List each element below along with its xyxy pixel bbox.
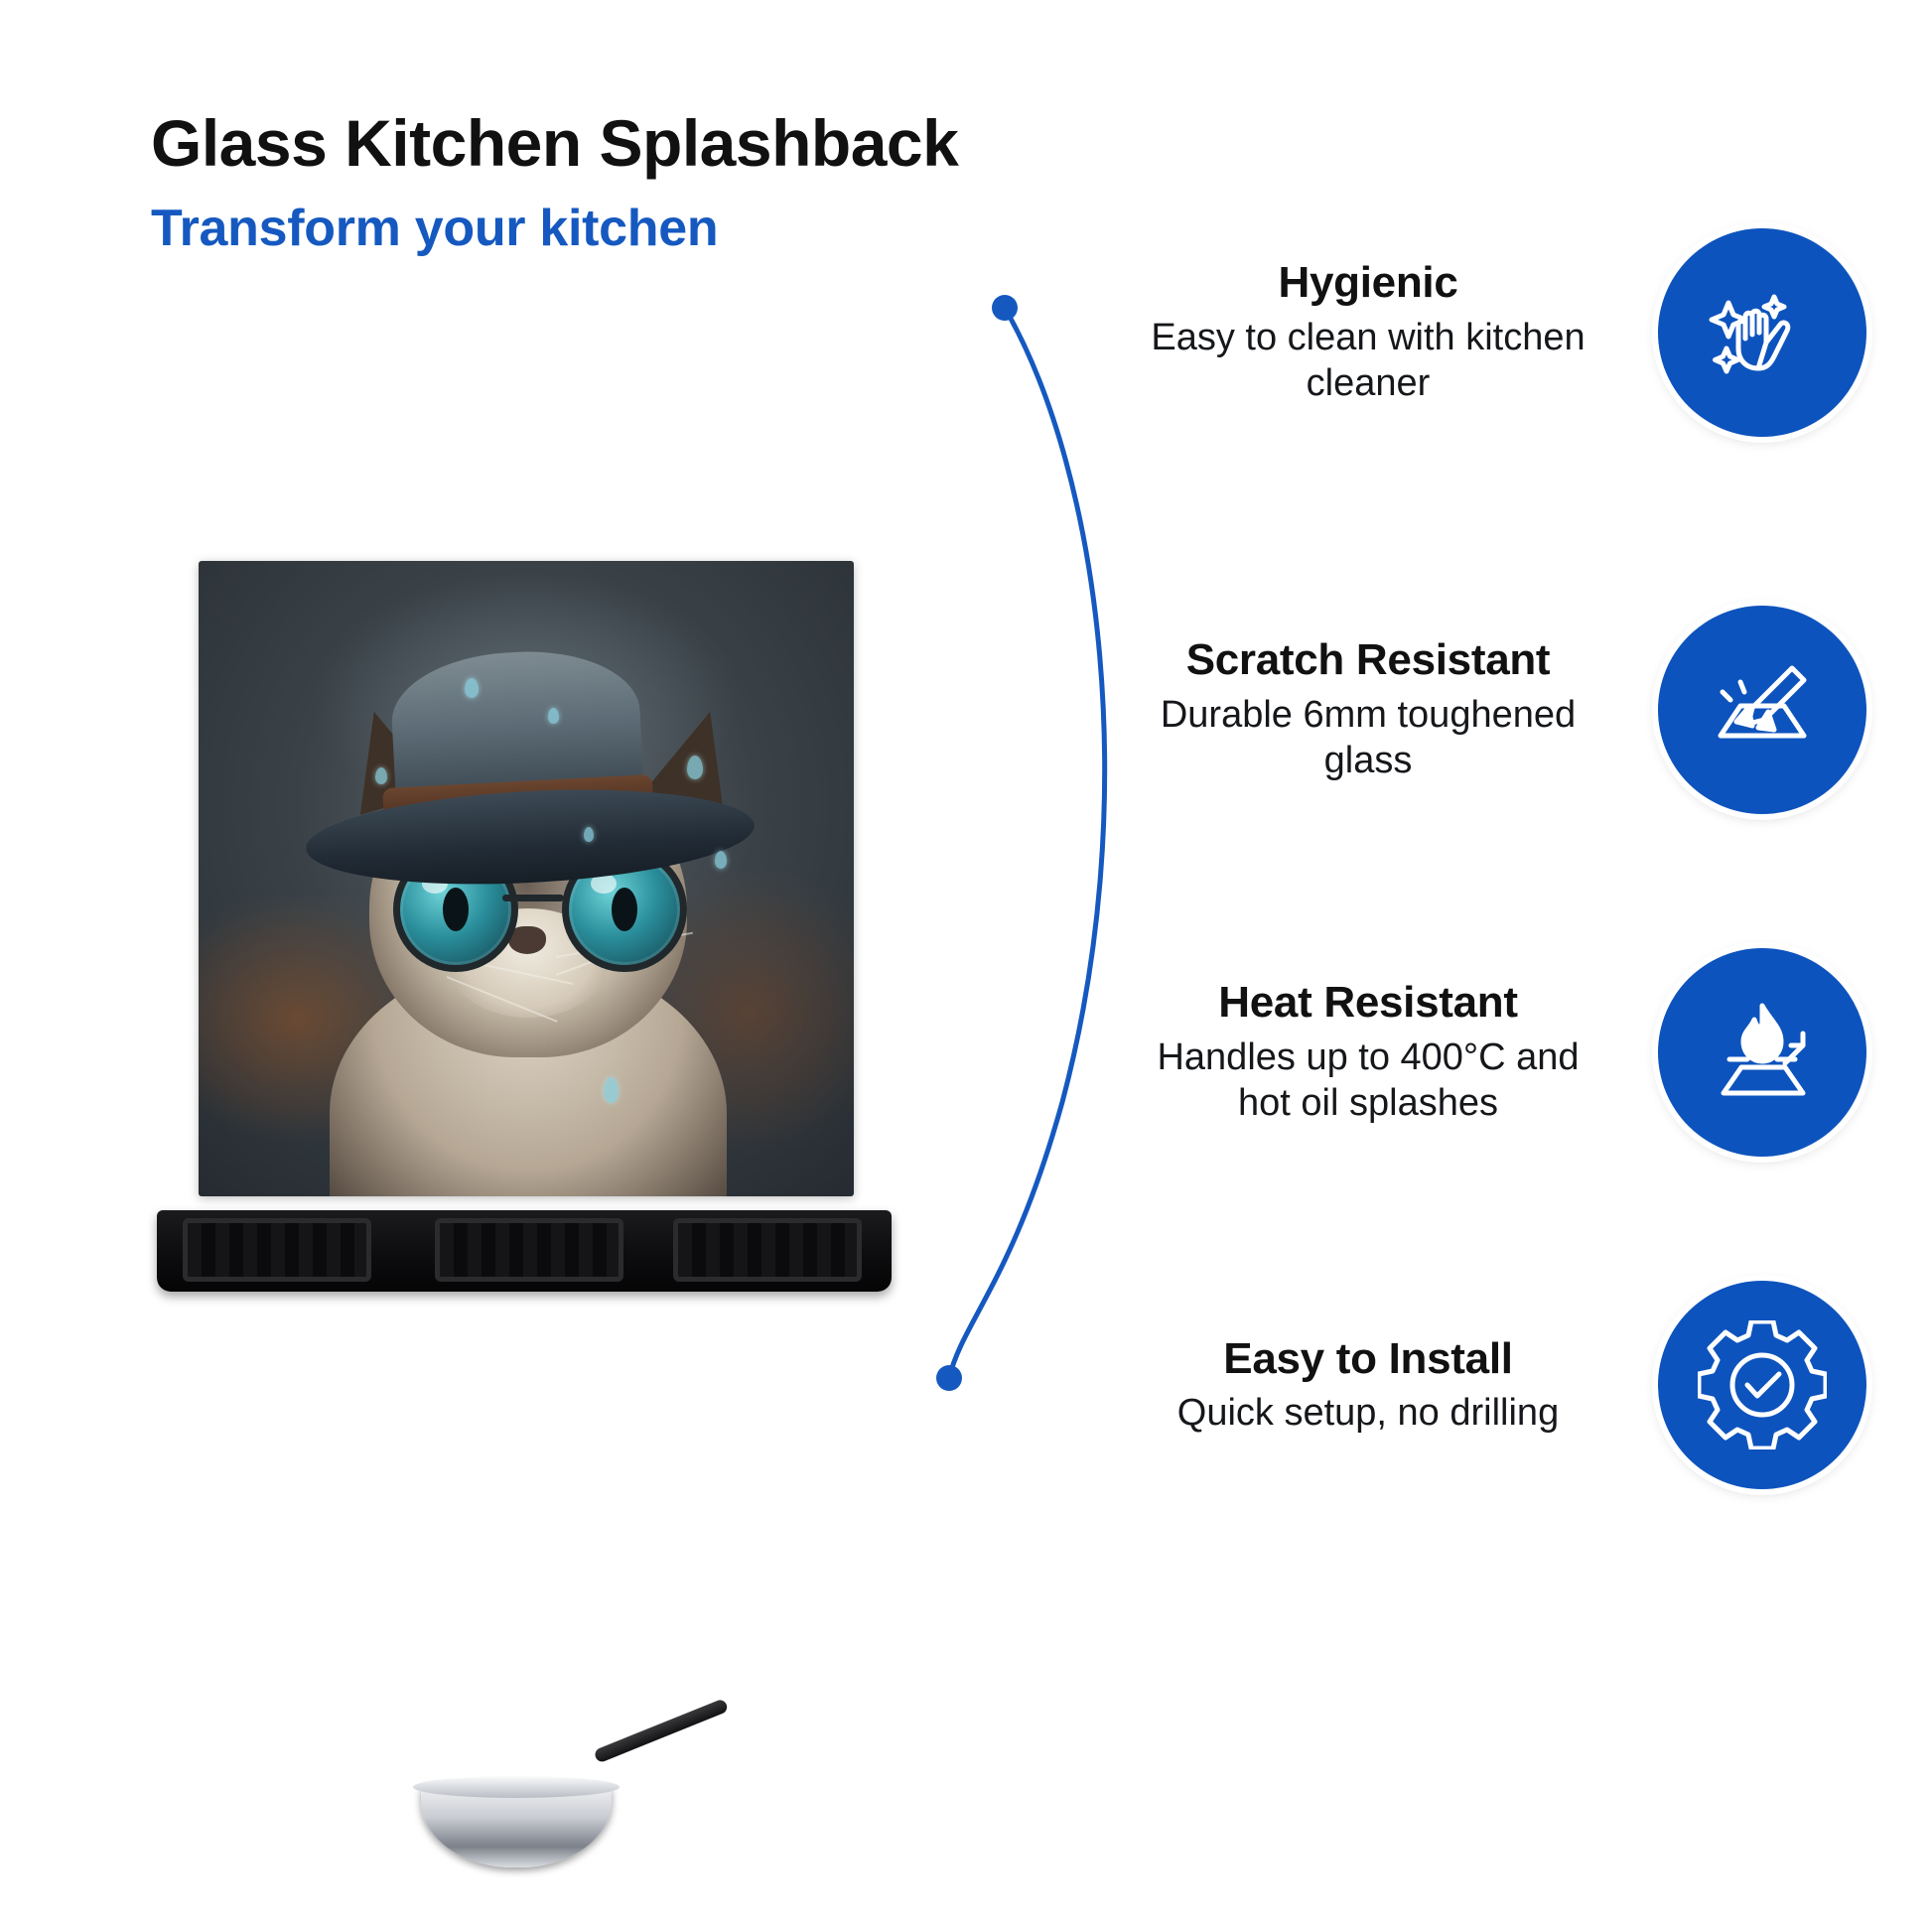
hob-grate xyxy=(435,1218,623,1282)
feature-title: Hygienic xyxy=(1278,258,1458,308)
gas-hob xyxy=(147,1192,901,1311)
cat-pupil xyxy=(612,888,637,931)
water-droplet xyxy=(465,678,479,698)
splashback-glass-panel xyxy=(199,561,854,1196)
water-droplet xyxy=(548,708,559,724)
water-droplet xyxy=(604,1077,619,1103)
feature-text xyxy=(1130,978,1606,1126)
feature-text xyxy=(1130,1334,1606,1437)
feature-description: Handles up to 400°C and hot oil splashes xyxy=(1157,1035,1580,1125)
feature-description: Durable 6mm toughened glass xyxy=(1160,693,1577,782)
glasses-bridge xyxy=(502,895,564,901)
scratch-pen-surface-icon xyxy=(1658,606,1866,814)
feature-scratch-resistant xyxy=(1033,606,1866,814)
feature-heat-resistant xyxy=(1033,948,1866,1157)
feature-easy-to-install xyxy=(1033,1281,1866,1489)
feature-title: Heat Resistant xyxy=(1218,978,1518,1028)
flame-heat-icon xyxy=(1658,948,1866,1157)
feature-hygienic xyxy=(1033,228,1866,437)
cat-pupil xyxy=(443,888,469,931)
product-illustration xyxy=(147,561,901,1315)
hob-surface xyxy=(157,1210,892,1292)
page-subtitle: Transform your kitchen xyxy=(151,199,719,257)
feature-text xyxy=(1130,635,1606,783)
gear-check-icon xyxy=(1658,1281,1866,1489)
hob-grate xyxy=(183,1218,371,1282)
water-droplet xyxy=(715,851,727,869)
feature-title: Scratch Resistant xyxy=(1185,635,1551,685)
feature-description: Easy to clean with kitchen cleaner xyxy=(1151,316,1586,405)
water-droplet xyxy=(584,827,594,842)
sparkle-wipe-hand-icon xyxy=(1658,228,1866,437)
frying-pan-rim xyxy=(413,1776,620,1798)
page-title: Glass Kitchen Splashback xyxy=(151,106,959,180)
feature-description: Quick setup, no drilling xyxy=(1176,1392,1560,1435)
feature-text xyxy=(1130,258,1606,406)
water-droplet xyxy=(375,767,387,784)
feature-title: Easy to Install xyxy=(1223,1333,1513,1383)
cat-artwork xyxy=(199,561,854,1196)
frying-pan-handle xyxy=(593,1698,729,1763)
water-droplet xyxy=(687,756,703,779)
hob-grate xyxy=(673,1218,862,1282)
